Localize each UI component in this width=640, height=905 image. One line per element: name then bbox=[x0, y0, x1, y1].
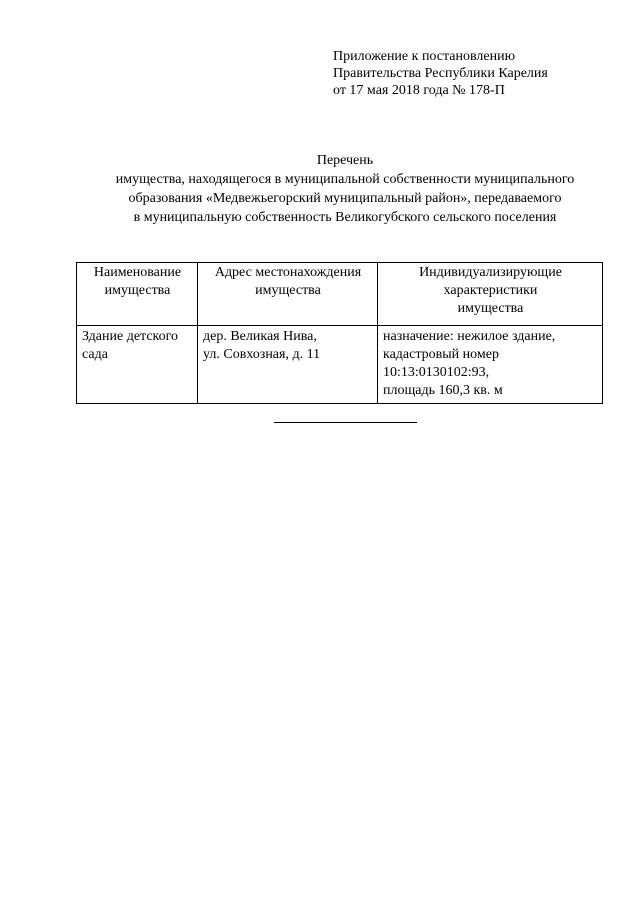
cell-name-line: сада bbox=[82, 347, 108, 362]
cell-name bbox=[77, 326, 198, 404]
cell-name-line: Здание детского bbox=[82, 329, 179, 344]
title-line-3: в муниципальную собственность Великогубского сельского поселения bbox=[133, 210, 557, 225]
closing-rule bbox=[274, 422, 417, 423]
header-characteristics-line: характеристики bbox=[443, 283, 538, 298]
title-line-1: имущества, находящегося в муниципальной собственности муниципального bbox=[115, 172, 575, 187]
table-header-row bbox=[77, 263, 603, 326]
header-address-line: имущества bbox=[255, 283, 321, 298]
title-line-2: образования «Медвежьегорский муниципальный район», передаваемого bbox=[128, 191, 562, 206]
header-name-line: имущества bbox=[104, 283, 171, 298]
header-characteristics bbox=[378, 263, 603, 326]
cell-characteristics-line: назначение: нежилое здание, bbox=[383, 329, 556, 344]
cell-characteristics-line: кадастровый номер bbox=[383, 347, 499, 362]
property-table bbox=[76, 262, 603, 404]
cell-address bbox=[198, 326, 378, 404]
table-row bbox=[77, 326, 603, 404]
cell-characteristics-line: 10:13:0130102:93, bbox=[383, 365, 490, 380]
appendix-header bbox=[333, 48, 548, 99]
cell-address-line: дер. Великая Нива, bbox=[203, 329, 317, 344]
header-characteristics-line: Индивидуализирующие bbox=[419, 265, 562, 280]
header-name-line: Наименование bbox=[93, 265, 182, 280]
appendix-line-1: Приложение к постановлению bbox=[333, 49, 516, 64]
title-heading: Перечень bbox=[316, 153, 374, 168]
cell-characteristics-line: площадь 160,3 кв. м bbox=[383, 383, 503, 398]
cell-address-line: ул. Совхозная, д. 11 bbox=[203, 347, 321, 362]
header-address bbox=[198, 263, 378, 326]
cell-characteristics bbox=[378, 326, 603, 404]
document-title bbox=[60, 151, 630, 227]
header-address-line: Адрес местонахождения bbox=[214, 265, 362, 280]
header-name bbox=[77, 263, 198, 326]
appendix-line-3: от 17 мая 2018 года № 178-П bbox=[333, 83, 505, 98]
appendix-line-2: Правительства Республики Карелия bbox=[333, 66, 548, 81]
header-characteristics-line: имущества bbox=[457, 301, 524, 316]
